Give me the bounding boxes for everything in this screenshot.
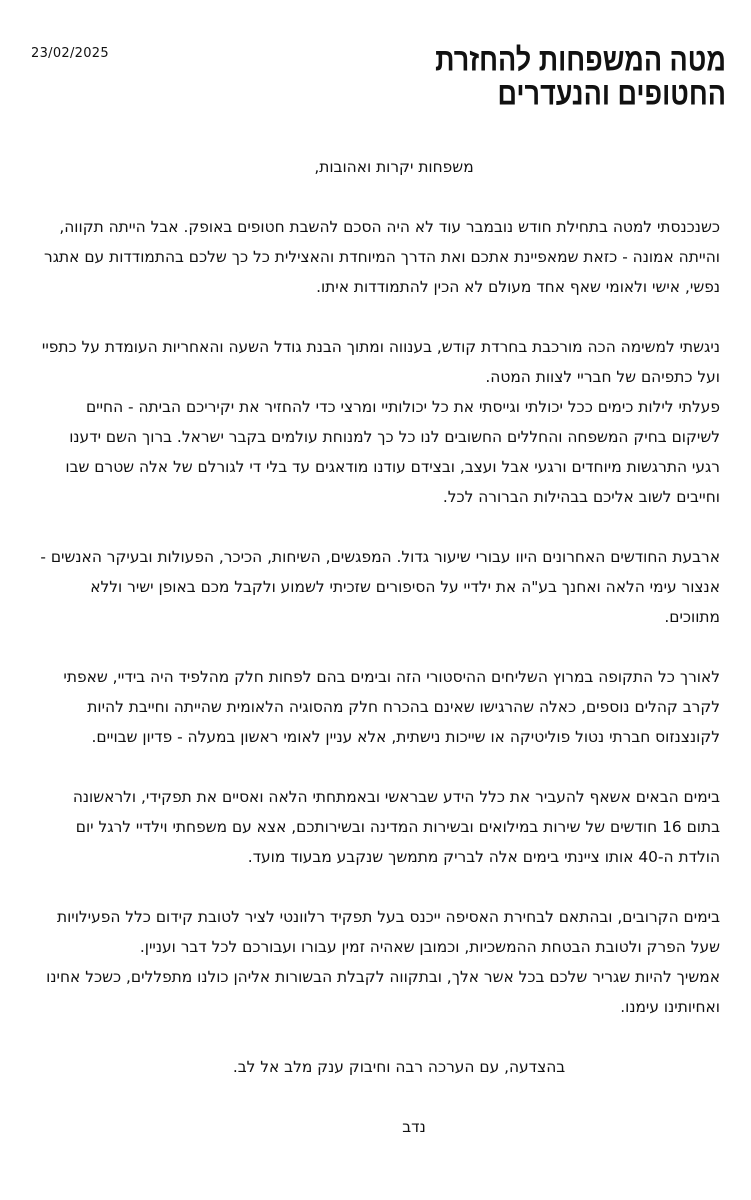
paragraph-1: כשנכנסתי למטה בתחילת חודש נובמבר עוד לא היה הסכם להשבת חטופים באופק. אבל הייתה תקווה, והייתה אמונה - כזאת שמאפיינת אתכם ואת הדרך המיוחדת והאצילית כל כך שלכם בהתמודדות עם אתגר נפשי, אישי ולאומי שאף אחד מעולם לא הכין להתמודדות איתו. bbox=[44, 218, 720, 296]
letter-date: 23/02/2025 bbox=[31, 46, 109, 61]
letter-closing: בהצדעה, עם הערכה רבה וחיבוק ענק מלב אל לב. bbox=[232, 1058, 566, 1076]
organization-logo bbox=[435, 42, 726, 126]
paragraph-5: בימים הבאים אשאף להעביר את כלל הידע שבראשי ובאמתחתי הלאה ואסיים את תפקידי, ולראשונה בתום 16 חודשים של שירות במילואים ובשירות המדינה ובשירותכם, אצא עם משפחתי וילדיי לרגל יום הולדת ה-40 אותו ציינתי בימים אלה לבריק מתמשך שנקבע מבעוד מועד. bbox=[72, 788, 720, 866]
paragraph-2b: פעלתי לילות כימים ככל יכולתי וגייסתי את כל יכולותיי ומרצי כדי להחזיר את יקיריכם הביתה - החיים לשיקום בחיק המשפחה והחללים החשובים לנו כל כך למנוחת עולמים בקבר ישראל. ברוך השם ידענו רגעי התרגשות מיוחדים ורגעי אבל ועצב, ובצידם עודנו מודאגים עד בלי די לגורלם של אלה שטרם שבו וחייבים לשוב אליכם בבהילות הברורה לכל. bbox=[65, 398, 720, 506]
paragraph-2a: ניגשתי למשימה הכה מורכבת בחרדת קודש, בענווה ומתוך הבנת גודל השעה והאחריות העומדת על כתפיי ועל כתפיהם של חבריי לצוות המטה. bbox=[41, 338, 720, 386]
paragraph-4: לאורך כל התקופה במרוץ השליחים ההיסטורי הזה ובימים בהם לפחות חלק מהלפיד היה בידיי, שאפתי לקרב קהלים נוספים, כאלה שהרגישו שאינם בהכרח חלק מהסוגיה הלאומית שהייתה וחייבת להיות לקונצנזוס חברתי נטול פוליטיקה או שייכות נישתית, אלא עניין לאומי ראשון במעלה - פדיון שבויים. bbox=[63, 668, 720, 746]
letter-greeting: משפחות יקרות ואהובות, bbox=[314, 158, 474, 176]
paragraph-3: ארבעת החודשים האחרונים היוו עבורי שיעור גדול. המפגשים, השיחות, הכיכר, הפעולות ובעיקר האנשים - אנצור עימי הלאה ואחנך בע"ה את ילדיי על הסיפורים שזכיתי לשמוע ולקבל מכם באופן ישיר וללא מתווכים. bbox=[40, 548, 720, 626]
paragraph-6a: בימים הקרובים, ובהתאם לבחירת האסיפה ייכנס בעל תפקיד רלוונטי לציר לטובת קידום כלל הפעילויות שעל הפרק ולטובת הבטחת ההמשכיות, וכמובן שאהיה זמין עבורו ועבורכם לכל דבר ועניין. bbox=[56, 908, 720, 956]
paragraph-6b: אמשיך להיות שגריר שלכם בכל אשר אלך, ובתקווה לקבלת הבשורות אליהן כולנו מתפללים, כשכל אחינו ואחיותינו עימנו. bbox=[46, 968, 720, 1016]
letter-body bbox=[38, 152, 720, 1142]
logo-line-1: מטה המשפחות להחזרת bbox=[435, 42, 726, 78]
logo-line-2: החטופים והנעדרים bbox=[497, 76, 726, 112]
letter-signature: נדב bbox=[402, 1118, 426, 1136]
